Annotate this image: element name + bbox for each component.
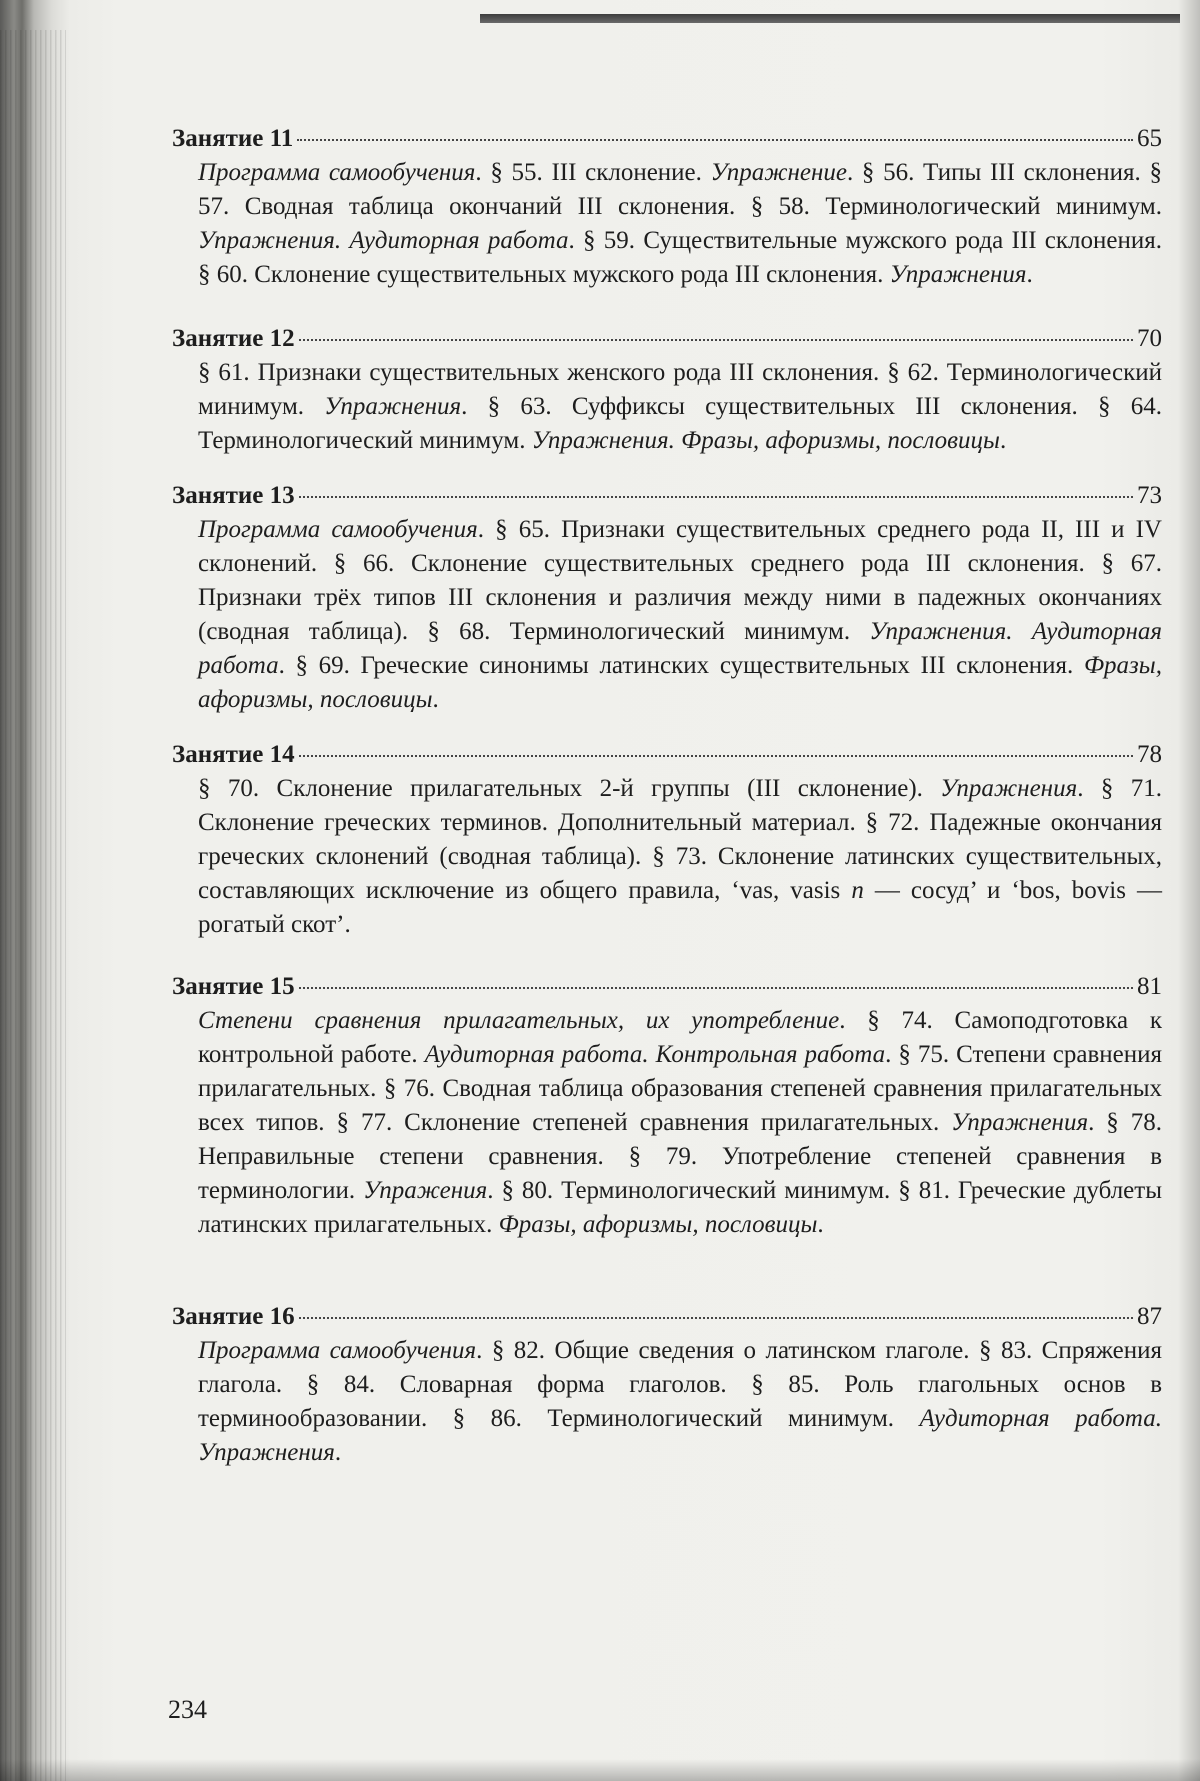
- lesson-description: [198, 772, 1162, 942]
- text-segment: § 70. Склонение прилагательных 2-й группы (III склонение).: [198, 775, 941, 802]
- toc-entry-heading: [172, 322, 1162, 356]
- dot-leader: [299, 495, 1133, 498]
- dot-leader: [299, 338, 1133, 341]
- text-segment: . § 78. Неправильные степени сравнения. § 79. Употребление степеней сравнения в терминологии.: [198, 1109, 1162, 1204]
- italic-text-segment: Фразы, афоризмы, пословицы: [498, 1211, 818, 1238]
- toc-entry-heading: [172, 970, 1162, 1004]
- italic-text-segment: Упражнения. Аудиторная работа: [198, 227, 569, 254]
- text-segment: — сосуд’ и ‘bos, bovis — рогатый скот’.: [198, 877, 1162, 938]
- italic-text-segment: Упражнения: [940, 775, 1078, 802]
- text-segment: . § 55. III склонение.: [475, 159, 711, 186]
- lesson-title: Занятие 16: [172, 1303, 295, 1330]
- lesson-page-number: 65: [1137, 125, 1162, 152]
- italic-text-segment: Программа самообучения: [198, 1337, 477, 1364]
- lesson-page-number: 70: [1137, 325, 1162, 352]
- dot-leader: [299, 1316, 1133, 1319]
- page-bottom-shadow: [0, 1759, 1200, 1781]
- italic-text-segment: Степени сравнения прилагательных, их употребление: [198, 1007, 840, 1034]
- italic-text-segment: Аудиторная работа. Упражнения: [198, 1405, 1162, 1466]
- lesson-title: Занятие 14: [172, 741, 295, 768]
- italic-text-segment: Упражнение: [710, 159, 847, 186]
- toc-entry-heading: [172, 738, 1162, 772]
- lesson-title: Занятие 11: [172, 125, 294, 152]
- text-segment: . § 69. Греческие синонимы латинских существительных III склонения.: [278, 652, 1084, 679]
- lesson-description: [198, 156, 1162, 292]
- text-segment: . § 71. Склонение греческих терминов. Дополнительный материал. § 72. Падежные окончания греческих склонений (сводная таблица). § 73. Склонение латинских существительных, составляющих исключение из общего правила, ‘vas, vasis: [198, 775, 1163, 904]
- text-segment: .: [432, 686, 439, 713]
- italic-text-segment: Фразы, афоризмы, пословицы: [198, 652, 1162, 713]
- toc-entry-heading: [172, 479, 1162, 513]
- page-number: 234: [168, 1695, 207, 1724]
- lesson-title: Занятие 15: [172, 973, 295, 1000]
- page-edge-shadow: [1178, 0, 1200, 1781]
- italic-text-segment: n: [851, 877, 864, 904]
- italic-text-segment: Программа самообучения: [198, 516, 478, 543]
- text-segment: . § 75. Степени сравнения прилагательных. § 76. Сводная таблица образования степеней сравнения прилагательных всех типов. § 77. Склонение степеней сравнения прилагательных.: [198, 1041, 1162, 1136]
- italic-text-segment: Упражнения: [951, 1109, 1089, 1136]
- italic-text-segment: Аудиторная работа. Контрольная работа: [424, 1041, 886, 1068]
- text-segment: . § 63. Суффиксы существительных III склонения. § 64. Терминологический минимум.: [198, 393, 1162, 454]
- text-segment: . § 59. Существительные мужского рода III склонения. § 60. Склонение существительных мужского рода III склонения.: [198, 227, 1162, 288]
- text-segment: . § 56. Типы III склонения. § 57. Сводная таблица окончаний III склонения. § 58. Терминологический минимум.: [198, 159, 1162, 220]
- toc-entry: [172, 479, 1162, 717]
- toc-entry: [172, 122, 1162, 292]
- lesson-description: [198, 1004, 1162, 1242]
- dot-leader: [299, 754, 1133, 757]
- text-segment: .: [817, 1211, 824, 1238]
- italic-text-segment: Упражнения. Фразы, афоризмы, пословицы: [531, 427, 1000, 454]
- italic-text-segment: Упражнения. Аудиторная работа: [198, 618, 1163, 679]
- text-segment: . § 80. Терминологический минимум. § 81. Греческие дублеты латинских прилагательных.: [198, 1177, 1162, 1238]
- toc-entry: [172, 322, 1162, 458]
- toc-entry-heading: [172, 1300, 1162, 1334]
- lesson-title: Занятие 12: [172, 325, 295, 352]
- lesson-page-number: 81: [1137, 973, 1162, 1000]
- lesson-description: [198, 356, 1162, 458]
- lesson-description: [198, 513, 1162, 717]
- text-segment: § 61. Признаки существительных женского рода III склонения. § 62. Терминологический минимум.: [198, 359, 1162, 420]
- italic-text-segment: Упражения: [363, 1177, 488, 1204]
- italic-text-segment: Программа самообучения: [198, 159, 476, 186]
- dot-leader: [297, 138, 1133, 141]
- lesson-page-number: 78: [1137, 741, 1162, 768]
- text-segment: . § 74. Самоподготовка к контрольной работе.: [198, 1007, 1162, 1068]
- italic-text-segment: Упражнения: [324, 393, 462, 420]
- toc-entry: [172, 738, 1162, 942]
- text-segment: . § 65. Признаки существительных среднего рода II, III и IV склонений. § 66. Склонение существительных среднего рода III склонения. § 67. Признаки трёх типов III склонения и различия между ними в падежных окончаниях (сводная таблица). § 68. Терминологический минимум.: [198, 516, 1162, 645]
- lesson-title: Занятие 13: [172, 482, 295, 509]
- toc-entry: [172, 970, 1162, 1242]
- book-spine-shadow: [0, 30, 66, 1781]
- toc-entry-heading: [172, 122, 1162, 156]
- text-segment: . § 82. Общие сведения о латинском глаголе. § 83. Спряжения глагола. § 84. Словарная форма глаголов. § 85. Роль глагольных основ в терминообразовании. § 86. Терминологический минимум.: [198, 1337, 1162, 1432]
- toc-entry: [172, 1300, 1162, 1470]
- lesson-page-number: 73: [1137, 482, 1162, 509]
- text-segment: .: [999, 427, 1007, 454]
- lesson-page-number: 87: [1137, 1303, 1162, 1330]
- text-segment: .: [1026, 261, 1033, 288]
- text-segment: .: [334, 1439, 342, 1466]
- lesson-description: [198, 1334, 1162, 1470]
- top-edge-rule: [480, 14, 1180, 23]
- table-of-contents: [172, 98, 1162, 1470]
- dot-leader: [299, 986, 1133, 989]
- italic-text-segment: Упражнения: [889, 261, 1027, 288]
